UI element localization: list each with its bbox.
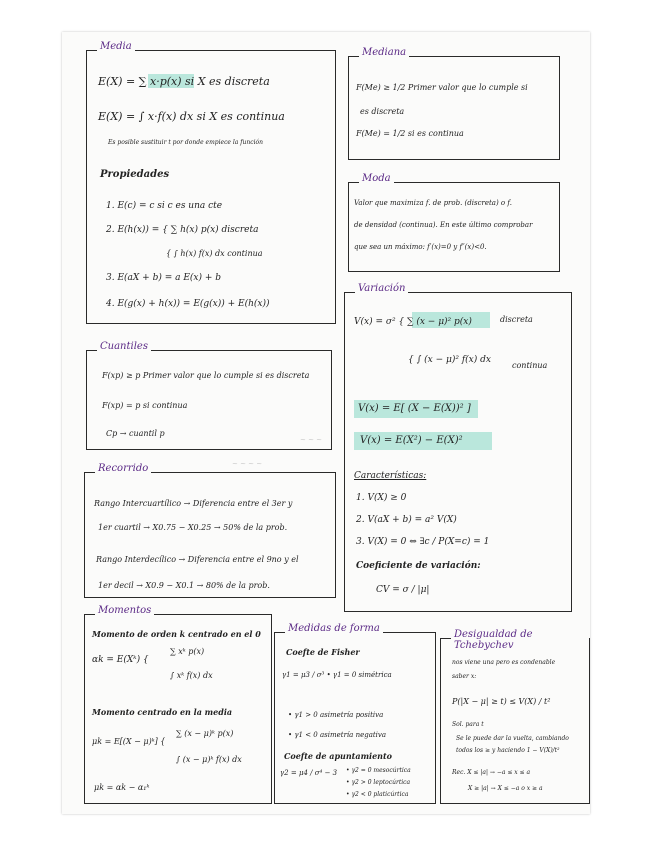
moment-origin-formula: αk = E(Xᵏ) { <box>92 655 149 665</box>
tchebychev-line-1: nos viene una pero es condenable <box>452 659 556 666</box>
variacion-title: Variación <box>355 283 408 294</box>
kurtosis-lepto: • γ2 > 0 leptocúrtica <box>346 779 411 786</box>
variance-expectation-form: V(x) = E[ (X − E(X))² ] <box>358 403 471 414</box>
fisher-positive: • γ1 > 0 asimetría positiva <box>288 711 384 719</box>
moment-relation: μk = αk − α₁ᵏ <box>94 783 150 792</box>
kurtosis-plati: • γ2 < 0 platicúrtica <box>346 791 409 798</box>
moda-title: Moda <box>359 173 394 184</box>
tchebychev-line-2: saber x: <box>452 673 477 680</box>
cv-formula: CV = σ / |μ| <box>376 585 430 595</box>
kurtosis-heading: Coefte de apuntamiento <box>284 751 393 761</box>
mediana-line-3: F(Me) = 1/2 si es continua <box>356 129 464 138</box>
media-note: Es posible sustituir t por donde empiece la función <box>108 139 263 146</box>
recorrido-section <box>84 463 336 598</box>
moment-mean-formula: μk = E[(X − μ)ᵏ] { <box>92 737 166 746</box>
kurtosis-formula: γ2 = μ4 / σ⁴ − 3 <box>280 769 338 777</box>
cuantiles-line-2: F(xp) = p si continua <box>102 401 188 410</box>
characteristics-heading: Características: <box>354 471 427 481</box>
variance-moment-form: V(x) = E(X²) − E(X)² <box>360 435 463 446</box>
properties-heading: Propiedades <box>100 169 170 180</box>
fisher-heading: Coefte de Fisher <box>286 647 360 657</box>
moment-origin-continuous: ∫ xᵏ f(x) dx <box>170 671 213 680</box>
characteristic-3: 3. V(X) = 0 ⇔ ∃c / P(X=c) = 1 <box>356 537 490 547</box>
moda-line-2: de densidad (continua). En este último comprobar <box>354 221 533 229</box>
fisher-formula: γ1 = μ3 / σ³ • γ1 = 0 simétrica <box>282 671 392 679</box>
cuantiles-line-1: F(xp) ≥ p Primer valor que lo cumple si es discreta <box>102 371 310 380</box>
recorrido-line-2: 1er cuartil → X0.75 − X0.25 → 50% de la prob. <box>98 523 288 532</box>
recorrido-line-1: Rango Intercuartílico → Diferencia entre el 3er y <box>94 499 293 508</box>
tchebychev-title: Desigualdad de Tchebychev <box>451 629 589 651</box>
property-2a: 2. E(h(x)) = { ∑ h(x) p(x) discreta <box>106 225 259 235</box>
recorrido-line-3: Rango Interdecílico → Diferencia entre el 9no y el <box>96 555 299 564</box>
recorrido-title: Recorrido <box>95 463 151 474</box>
tchebychev-line-4: Sol. para t <box>452 721 484 728</box>
variance-discrete-label: discreta <box>500 315 533 324</box>
bleed-through-text: ~ ~ ~ <box>300 436 323 444</box>
media-title: Media <box>97 41 135 52</box>
mediana-line-1: F(Me) ≥ 1/2 Primer valor que lo cumple si <box>356 83 528 92</box>
moda-line-3: que sea un máximo: f′(x)=0 y f″(x)<0. <box>354 243 487 251</box>
property-2b: { ∫ h(x) f(x) dx continua <box>166 249 263 258</box>
fisher-negative: • γ1 < 0 asimetría negativa <box>288 731 387 739</box>
mediana-line-2: es discreta <box>360 107 405 116</box>
property-4: 4. E(g(x) + h(x)) = E(g(x)) + E(h(x)) <box>106 299 270 309</box>
tchebychev-line-5: Se le puede dar la vuelta, cambiando <box>456 735 569 742</box>
property-1: 1. E(c) = c si c es una cte <box>106 201 223 211</box>
moment-mean-heading: Momento centrado en la media <box>92 707 233 717</box>
moda-line-1: Valor que maximiza f. de prob. (discreta) o f. <box>354 199 512 207</box>
tchebychev-inequality: P(|X − μ| ≥ t) ≤ V(X) / t² <box>452 697 551 706</box>
mediana-title: Mediana <box>359 47 409 58</box>
cuantiles-line-3: Cp → cuantil p <box>106 429 165 438</box>
cuantiles-title: Cuantiles <box>97 341 151 352</box>
media-formula-continuous: E(X) = ∫ x·f(x) dx si X es continua <box>98 110 285 123</box>
variance-discrete: V(x) = σ² { ∑ (x − μ)² p(x) <box>354 317 472 327</box>
momentos-title: Momentos <box>95 605 154 616</box>
moment-mean-continuous: ∫ (x − μ)ᵏ f(x) dx <box>176 755 242 764</box>
variance-continuous: { ∫ (x − μ)² f(x) dx <box>408 355 491 365</box>
moment-origin-discrete: ∑ xᵏ p(x) <box>170 647 205 656</box>
recorrido-line-4: 1er decil → X0.9 − X0.1 → 80% de la prob. <box>98 581 270 590</box>
variance-continuous-label: continua <box>512 361 548 370</box>
moment-mean-discrete: ∑ (x − μ)ᵏ p(x) <box>176 729 234 738</box>
forma-title: Medidas de forma <box>285 623 383 634</box>
tchebychev-line-6: todos los ≥ y haciendo 1 − V(X)/t² <box>456 747 560 754</box>
kurtosis-meso: • γ2 = 0 mesocúrtica <box>346 767 411 774</box>
tchebychev-line-8: X ≥ |a| → X ≤ −a o x ≥ a <box>468 785 543 792</box>
characteristic-1: 1. V(X) ≥ 0 <box>356 493 407 503</box>
cv-heading: Coeficiente de variación: <box>356 561 481 571</box>
characteristic-2: 2. V(aX + b) = a² V(X) <box>356 515 457 525</box>
tchebychev-line-7: Rec. X ≤ |a| → −a ≤ x ≤ a <box>452 769 531 776</box>
moment-origin-heading: Momento de orden k centrado en el 0 <box>92 629 261 639</box>
property-3: 3. E(aX + b) = a E(x) + b <box>106 273 222 283</box>
bleed-through-text: ~ ~ ~ ~ <box>232 460 263 468</box>
media-formula-discrete: E(X) = ∑ x·p(x) si X es discreta <box>98 75 270 88</box>
